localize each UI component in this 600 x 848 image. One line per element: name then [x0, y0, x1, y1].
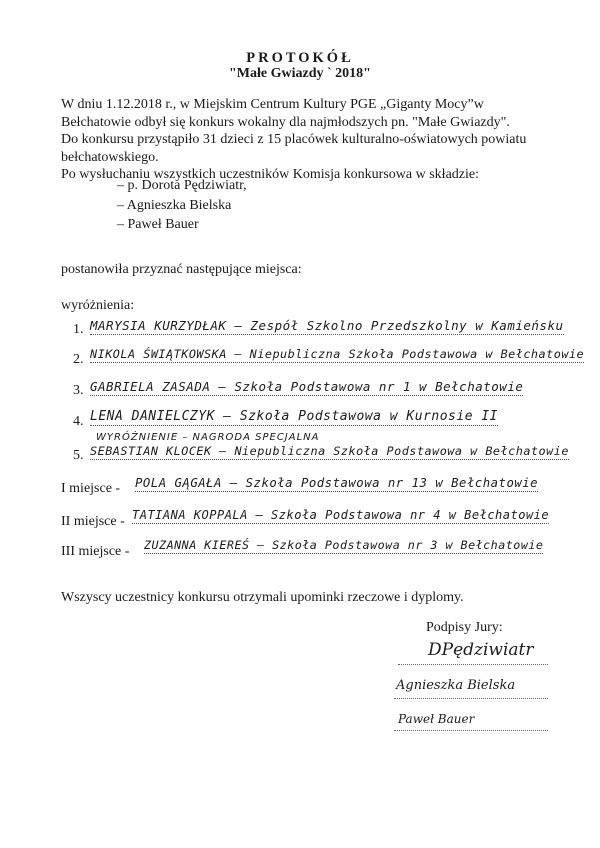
distinction-entry: MARYSIA KURZYDŁAK – Zespół Szkolno Przedszkolny w Kamieńsku: [90, 318, 564, 333]
distinction-entry: LENA DANIELCZYK – Szkoła Podstawowa w Kurnosie II: [90, 409, 499, 424]
distinctions-label: wyróżnienia:: [61, 298, 135, 313]
decision-text: postanowiła przyznać następujące miejsca:: [61, 262, 302, 277]
place-label: II miejsce -: [61, 514, 125, 529]
distinction-number: 5.: [73, 448, 84, 463]
jury-member: – Agnieszka Bielska: [117, 197, 232, 213]
intro-line: Do konkursu przystąpiło 31 dzieci z 15 placówek kulturalno-oświatowych powiatu: [61, 132, 527, 147]
intro-line: Po wysłuchaniu wszystkich uczestników Komisja konkursowa w składzie:: [61, 167, 479, 182]
jury-list: [117, 176, 247, 235]
distinction-entry: GABRIELA ZASADA – Szkoła Podstawowa nr 1 w Bełchatowie: [90, 379, 524, 394]
place-entry: ZUZANNA KIEREŚ – Szkoła Podstawowa nr 3 w Bełchatowie: [144, 538, 544, 552]
intro-line: bełchatowskiego.: [61, 149, 159, 165]
intro-paragraph: [61, 96, 561, 184]
closing-text: Wszyscy uczestnicy konkursu otrzymali upominki rzeczowe i dyplomy.: [61, 590, 464, 605]
intro-line: W dniu 1.12.2018 r., w Miejskim Centrum Kultury PGE „Giganty Mocy”w: [61, 97, 484, 112]
distinction-entry: SEBASTIAN KLOCEK – Niepubliczna Szkoła Podstawowa w Bełchatowie: [90, 444, 569, 458]
intro-line: Bełchatowie odbył się konkurs wokalny dla najmłodszych pn. "Małe Gwiazdy".: [61, 114, 510, 130]
page-subtitle: "Małe Gwiazdy ` 2018": [229, 66, 371, 81]
distinction-number: 4.: [73, 414, 84, 429]
signature-text: DPędziwiatr: [428, 640, 534, 660]
place-label: I miejsce -: [61, 481, 121, 496]
jury-member: – p. Dorota Pędziwiatr,: [117, 178, 247, 193]
place-entry: TATIANA KOPPALA – Szkoła Podstawowa nr 4 w Bełchatowie: [132, 508, 550, 522]
distinction-number: 1.: [73, 322, 84, 337]
distinction-number: 2.: [73, 352, 84, 367]
distinction-entry: NIKOLA ŚWIĄTKOWSKA – Niepubliczna Szkoła Podstawowa w Bełchatowie: [90, 347, 585, 361]
place-entry: POLA GĄGAŁA – Szkoła Podstawowa nr 13 w Bełchatowie: [135, 476, 539, 490]
place-label: III miejsce -: [61, 544, 130, 559]
special-award-note: WYRÓŻNIENIE – NAGRODA SPECJALNA: [96, 432, 320, 443]
page-title: PROTOKÓŁ: [246, 50, 354, 66]
signatures-label: Podpisy Jury:: [426, 620, 503, 635]
signature-text: Agnieszka Bielska: [396, 678, 516, 693]
distinction-number: 3.: [73, 383, 84, 398]
jury-member: – Paweł Bauer: [117, 217, 199, 232]
signature-text: Paweł Bauer: [398, 712, 475, 726]
